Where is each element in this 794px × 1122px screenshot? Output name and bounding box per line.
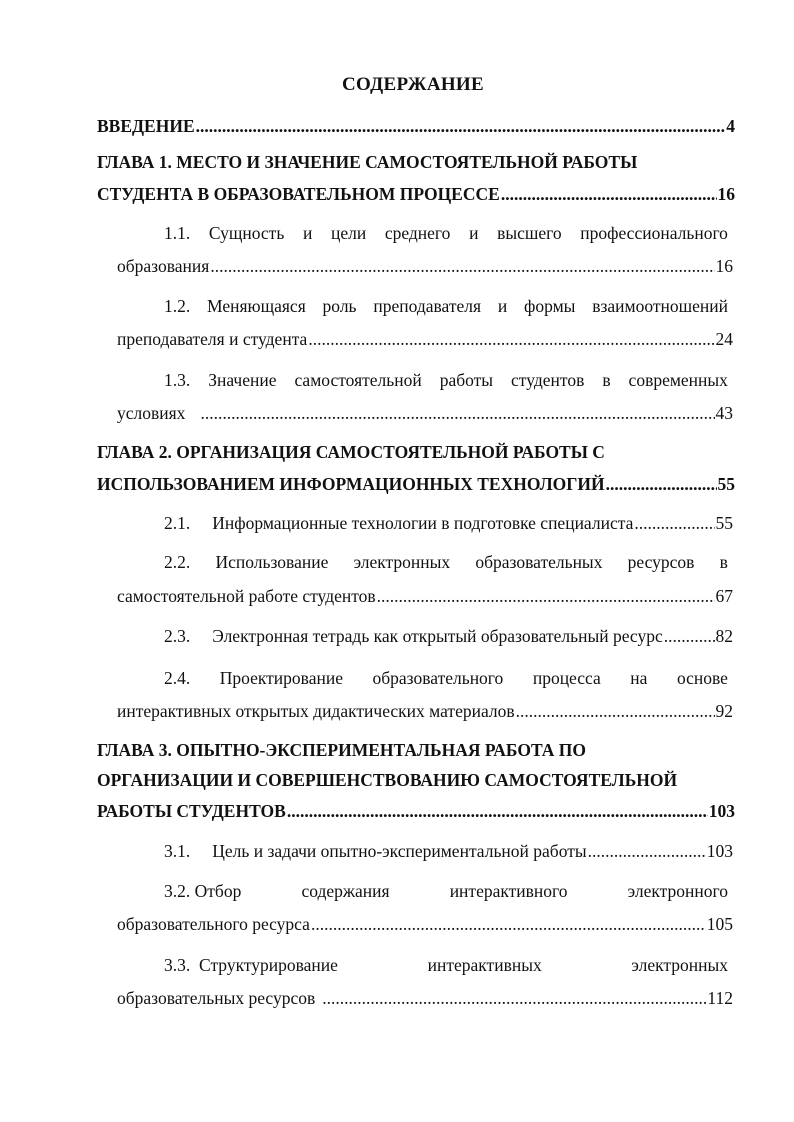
toc-entry-section-2-4: интерактивных открытых дидактических материалов ..... 92	[117, 700, 733, 722]
section-1-2-line-1: 1.2. Меняющаяся роль преподавателя и формы взаимоотношений	[164, 296, 728, 316]
entry-page: 103	[706, 841, 733, 861]
toc-entry-intro	[97, 115, 735, 137]
toc-entry-section-2-1: 2.1. Информационные технологии в подготовке специалиста ..... 55	[164, 512, 733, 534]
toc-entry-section-3-1: 3.1. Цель и задачи опытно-экспериментальной работы ..... 103	[164, 840, 733, 862]
entry-label: ИСПОЛЬЗОВАНИЕМ ИНФОРМАЦИОННЫХ ТЕХНОЛОГИЙ	[97, 474, 605, 494]
section-1-3-line-1: 1.3. Значение самостоятельной работы студентов в современных	[164, 370, 728, 390]
entry-page: 67	[715, 586, 733, 606]
toc-title: СОДЕРЖАНИЕ	[342, 74, 484, 95]
entry-page: 112	[707, 988, 733, 1008]
entry-page: 92	[715, 701, 733, 721]
toc-entry-section-3-2: образовательного ресурса ..... 105	[117, 913, 733, 935]
dot-leader	[196, 115, 726, 137]
toc-entry-section-2-2: самостоятельной работе студентов ..... 67	[117, 585, 733, 607]
toc-entry-chapter-3	[97, 800, 735, 822]
dot-leader	[287, 800, 708, 822]
entry-page: 55	[717, 474, 735, 494]
dot-leader	[634, 512, 714, 534]
entry-page: 55	[715, 513, 733, 533]
toc-entry-section-1-1: образования ..... 16	[117, 255, 733, 277]
dot-leader	[311, 913, 706, 935]
entry-page: 82	[715, 626, 733, 646]
entry-page: 103	[708, 801, 735, 821]
section-1-1-line-1: 1.1. Сущность и цели среднего и высшего профессионального	[164, 223, 728, 243]
dot-leader	[501, 183, 717, 205]
dot-leader	[377, 585, 715, 607]
chapter-1-title: ГЛАВА 1. МЕСТО И ЗНАЧЕНИЕ САМОСТОЯТЕЛЬНОЙ РАБОТЫ	[97, 152, 638, 172]
entry-page: 105	[706, 914, 733, 934]
dot-leader	[606, 473, 717, 495]
dot-leader	[664, 625, 715, 647]
dot-leader	[516, 700, 715, 722]
dot-leader	[588, 840, 706, 862]
chapter-3-title-line-2: ОРГАНИЗАЦИИ И СОВЕРШЕНСТВОВАНИЮ САМОСТОЯТЕЛЬНОЙ	[97, 770, 678, 790]
entry-page: 16	[717, 184, 735, 204]
toc-entry-chapter-1	[97, 183, 735, 205]
entry-page: 24	[715, 329, 733, 349]
section-2-4-line-1: 2.4. Проектирование образовательного процесса на основе	[164, 668, 728, 688]
entry-label: СТУДЕНТА В ОБРАЗОВАТЕЛЬНОМ ПРОЦЕССЕ	[97, 184, 500, 204]
entry-label: ВВЕДЕНИЕ	[97, 116, 195, 136]
entry-label: РАБОТЫ СТУДЕНТОВ	[97, 801, 286, 821]
section-3-2-line-1: 3.2. Отбор содержания интерактивного электронного	[164, 881, 728, 901]
toc-entry-section-3-3: образовательных ресурсов ..... 112	[117, 987, 733, 1009]
toc-entry-section-1-3: условиях ..... 43	[117, 402, 733, 424]
chapter-2-title: ГЛАВА 2. ОРГАНИЗАЦИЯ САМОСТОЯТЕЛЬНОЙ РАБОТЫ С	[97, 442, 605, 462]
dot-leader	[308, 328, 714, 350]
dot-leader	[210, 255, 714, 277]
section-2-2-line-1: 2.2. Использование электронных образовательных ресурсов в	[164, 552, 728, 572]
dot-leader	[200, 402, 714, 424]
toc-entry-section-2-3: 2.3. Электронная тетрадь как открытый образовательный ресурс ..... 82	[164, 625, 733, 647]
toc-entry-section-1-2: преподавателя и студента ..... 24	[117, 328, 733, 350]
toc-entry-chapter-2	[97, 473, 735, 495]
dot-leader	[322, 987, 706, 1009]
entry-page: 4	[726, 116, 735, 136]
entry-page: 43	[715, 403, 733, 423]
section-3-3-line-1: 3.3. Структурирование интерактивных электронных	[164, 955, 728, 975]
chapter-3-title-line-1: ГЛАВА 3. ОПЫТНО-ЭКСПЕРИМЕНТАЛЬНАЯ РАБОТА ПО	[97, 740, 587, 760]
entry-page: 16	[715, 256, 733, 276]
